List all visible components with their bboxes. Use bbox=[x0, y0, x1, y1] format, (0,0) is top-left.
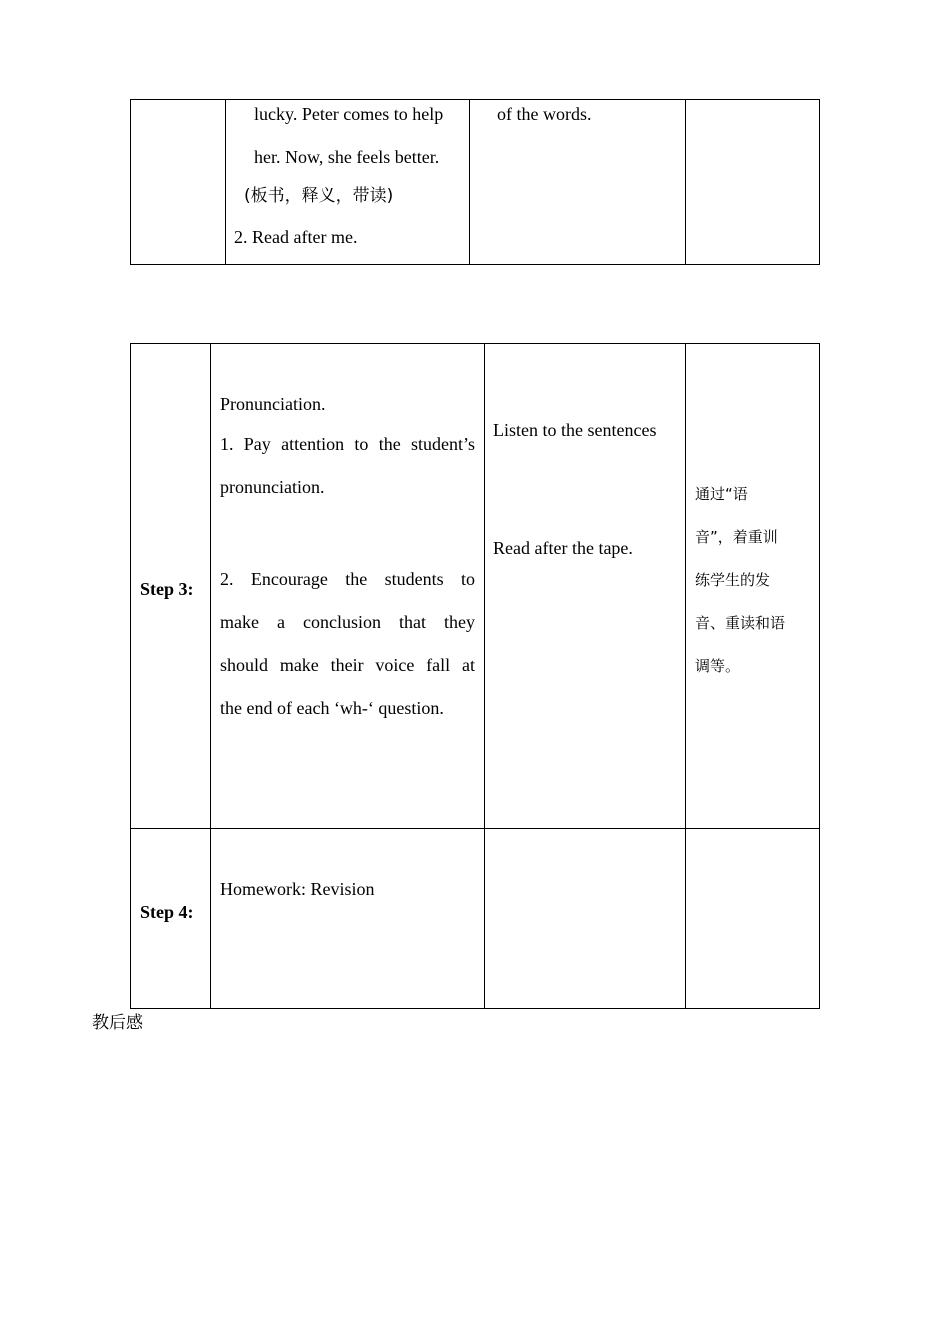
table1-note: (板书，释义，带读) bbox=[244, 186, 394, 206]
table1-border-right bbox=[819, 99, 820, 265]
word: they bbox=[443, 612, 475, 632]
word: students bbox=[384, 569, 444, 589]
word: that bbox=[398, 612, 426, 632]
section-title: Pronunciation. bbox=[220, 394, 326, 414]
purpose-text: 调等。 bbox=[695, 657, 741, 675]
table2-border-right bbox=[819, 343, 820, 1009]
content-line bbox=[220, 654, 475, 676]
content-line bbox=[220, 611, 475, 633]
table2-border-col2 bbox=[484, 343, 485, 1009]
content-line: the end of each ‘wh-‘ question. bbox=[220, 698, 444, 718]
word: should bbox=[220, 655, 269, 675]
content-line bbox=[220, 433, 475, 455]
purpose-text: 通过“语 bbox=[695, 485, 748, 503]
table1-border-col3 bbox=[685, 99, 686, 265]
word: 2. bbox=[220, 569, 234, 589]
word: Encourage bbox=[250, 569, 328, 589]
content-line: pronunciation. bbox=[220, 477, 325, 497]
word: student’s bbox=[410, 434, 475, 454]
table1-text-line: her. Now, she feels better. bbox=[254, 147, 440, 167]
word: make bbox=[220, 612, 259, 632]
word: conclusion bbox=[302, 612, 381, 632]
table1-bottom-border bbox=[130, 264, 820, 265]
activity-text: Read after the tape. bbox=[493, 538, 633, 558]
step-label: Step 4: bbox=[140, 902, 194, 922]
table2-border-left bbox=[130, 343, 131, 1009]
table2-top-border bbox=[130, 343, 820, 344]
word: fall bbox=[426, 655, 451, 675]
word: the bbox=[345, 569, 368, 589]
word: 1. bbox=[220, 434, 234, 454]
word: make bbox=[279, 655, 319, 675]
table1-top-border bbox=[130, 99, 820, 100]
activity-text: Listen to the sentences bbox=[493, 420, 657, 440]
word: a bbox=[276, 612, 285, 632]
purpose-text: 音、重读和语 bbox=[695, 614, 786, 632]
content-line bbox=[220, 568, 475, 590]
word: voice bbox=[375, 655, 415, 675]
word: their bbox=[330, 655, 364, 675]
table1-border-col2 bbox=[469, 99, 470, 265]
step-label: Step 3: bbox=[140, 579, 194, 599]
table1-border-col1 bbox=[225, 99, 226, 265]
word: to bbox=[460, 569, 475, 589]
word: Pay bbox=[243, 434, 271, 454]
word: at bbox=[461, 655, 475, 675]
word: attention bbox=[281, 434, 345, 454]
table2-row-divider bbox=[130, 828, 820, 829]
table1-text-line: 2. Read after me. bbox=[234, 227, 358, 247]
table1-text-line: lucky. Peter comes to help bbox=[254, 104, 444, 124]
word: the bbox=[378, 434, 401, 454]
word: to bbox=[354, 434, 369, 454]
table1-border-left bbox=[130, 99, 131, 265]
reflection-label: 教后感 bbox=[92, 1013, 143, 1033]
table2-border-col1 bbox=[210, 343, 211, 1009]
table2-border-col3 bbox=[685, 343, 686, 1009]
table1-activity-text: of the words. bbox=[497, 104, 592, 124]
purpose-text: 练学生的发 bbox=[695, 571, 771, 589]
purpose-text: 音”，着重训 bbox=[695, 528, 778, 546]
homework-text: Homework: Revision bbox=[220, 879, 375, 899]
table2-bottom-border bbox=[130, 1008, 820, 1009]
